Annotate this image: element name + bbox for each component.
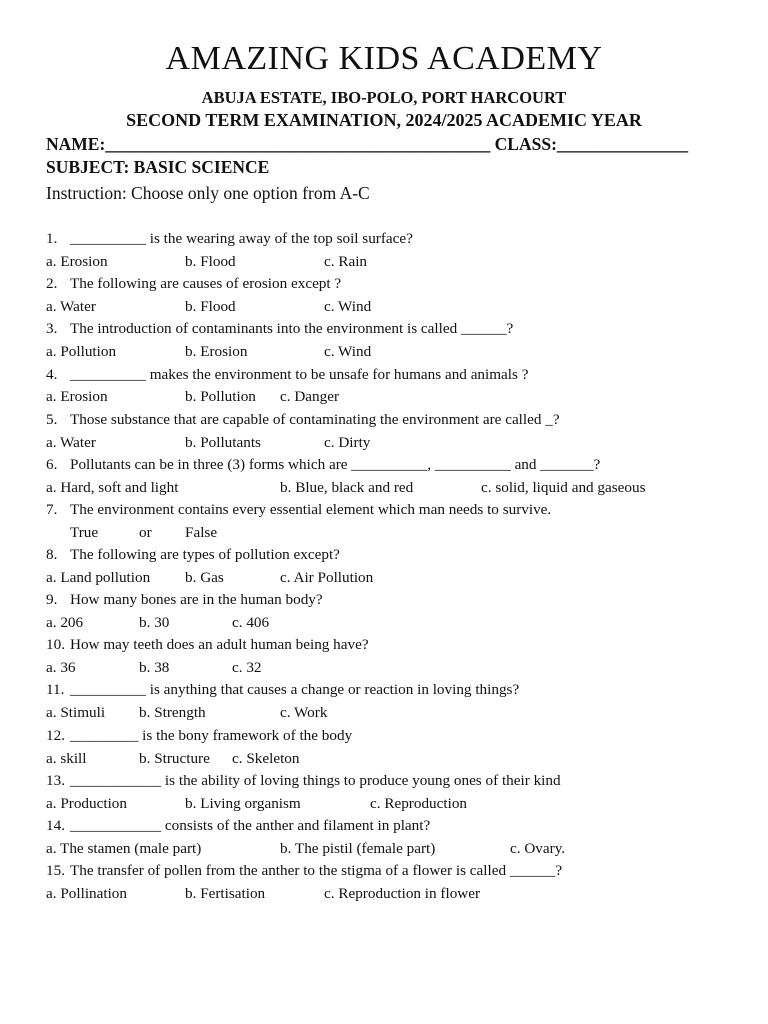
question-number: 8. [46,546,58,563]
question-number: 15. [46,862,65,879]
option-a: a. Pollution [46,343,117,360]
question-number: 7. [46,501,58,518]
option-b: b. 30 [139,614,170,631]
question-text: The following are types of pollution except? [70,546,340,563]
question-6 [46,455,600,475]
option-true: True [70,524,99,541]
option-a: a. The stamen (male part) [46,840,202,857]
question-1 [46,229,413,249]
question-number: 1. [46,230,58,247]
option-c: c. Dirty [324,434,371,451]
option-c: c. Skeleton [232,750,300,767]
question-text: Those substance that are capable of contaminating the environment are called _? [70,411,560,428]
question-2 [46,274,341,294]
question-number: 4. [46,366,58,383]
question-text: The introduction of contaminants into the environment is called ______? [70,320,514,337]
option-a: a. Erosion [46,388,108,405]
option-b: b. Strength [139,704,206,721]
option-a: a. Production [46,795,127,812]
option-b: b. Flood [185,253,236,270]
question-text: How may teeth does an adult human being have? [70,636,369,653]
name-class-line: NAME:____________________________________________ CLASS:_______________ [46,134,689,154]
question-text: Pollutants can be in three (3) forms which are __________, __________ and _______? [70,456,601,473]
option-b: b. 38 [139,659,170,676]
option-b: b. Living organism [185,795,301,812]
subject-line: SUBJECT: BASIC SCIENCE [46,157,270,177]
option-a: a. 206 [46,614,84,631]
question-text: __________ makes the environment to be unsafe for humans and animals ? [70,366,529,383]
school-address: ABUJA ESTATE, IBO-POLO, PORT HARCOURT [201,88,567,107]
option-a: a. Land pollution [46,569,151,586]
option-c: c. 32 [232,659,262,676]
school-name: AMAZING KIDS ACADEMY [165,40,603,77]
question-11 [46,680,519,700]
question-number: 3. [46,320,58,337]
option-b: b. Flood [185,298,236,315]
option-a: a. Water [46,434,96,451]
option-a: a. 36 [46,659,76,676]
option-or: or [139,524,152,541]
option-b: b. Structure [139,750,210,767]
option-b: b. Gas [185,569,224,586]
question-number: 12. [46,727,65,744]
option-c: c. solid, liquid and gaseous [481,479,646,496]
option-c: c. Air Pollution [280,569,374,586]
option-b: b. Blue, black and red [280,479,414,496]
option-a: a. Stimuli [46,704,106,721]
instruction-line: Instruction: Choose only one option from A-C [46,183,370,203]
question-12 [46,726,352,746]
option-false: False [185,524,218,541]
question-text: ____________ consists of the anther and filament in plant? [70,817,431,834]
question-7 [46,500,551,520]
question-number: 13. [46,772,65,789]
option-c: c. Reproduction in flower [324,885,481,902]
question-text: __________ is anything that causes a change or reaction in loving things? [70,681,520,698]
option-c: c. Reproduction [370,795,468,812]
question-4 [46,365,528,385]
question-13 [46,771,561,791]
question-number: 9. [46,591,58,608]
option-c: c. Wind [324,298,372,315]
question-number: 6. [46,456,58,473]
question-text: How many bones are in the human body? [70,591,323,608]
question-text: The following are causes of erosion except ? [70,275,342,292]
option-b: b. Erosion [185,343,248,360]
question-text: _________ is the bony framework of the body [70,727,353,744]
option-a: a. Hard, soft and light [46,479,179,496]
question-number: 14. [46,817,65,834]
question-3 [46,319,513,339]
question-9 [46,590,323,610]
exam-title: SECOND TERM EXAMINATION, 2024/2025 ACADEMIC YEAR [126,110,642,130]
question-text: The environment contains every essential element which man needs to survive. [70,501,552,518]
option-b: b. Fertisation [185,885,266,902]
option-a: a. skill [46,750,87,767]
option-c: c. Work [280,704,328,721]
question-8 [46,545,340,565]
option-b: b. The pistil (female part) [280,840,436,857]
option-a: a. Erosion [46,253,108,270]
option-c: c. Wind [324,343,372,360]
question-text: __________ is the wearing away of the top soil surface? [70,230,413,247]
option-a: a. Pollination [46,885,127,902]
question-text: ____________ is the ability of loving things to produce young ones of their kind [70,772,561,789]
question-number: 2. [46,275,58,292]
question-14 [46,816,430,836]
option-b: b. Pollution [185,388,256,405]
question-15 [46,861,562,881]
option-a: a. Water [46,298,96,315]
option-b: b. Pollutants [185,434,261,451]
question-text: The transfer of pollen from the anther to the stigma of a flower is called ______? [70,862,563,879]
question-10 [46,635,369,655]
question-5 [46,410,560,430]
question-number: 5. [46,411,58,428]
option-c: c. Danger [280,388,340,405]
option-c: c. Ovary. [510,840,566,857]
option-c: c. Rain [324,253,368,270]
question-number: 11. [46,681,65,698]
option-c: c. 406 [232,614,270,631]
question-number: 10. [46,636,65,653]
